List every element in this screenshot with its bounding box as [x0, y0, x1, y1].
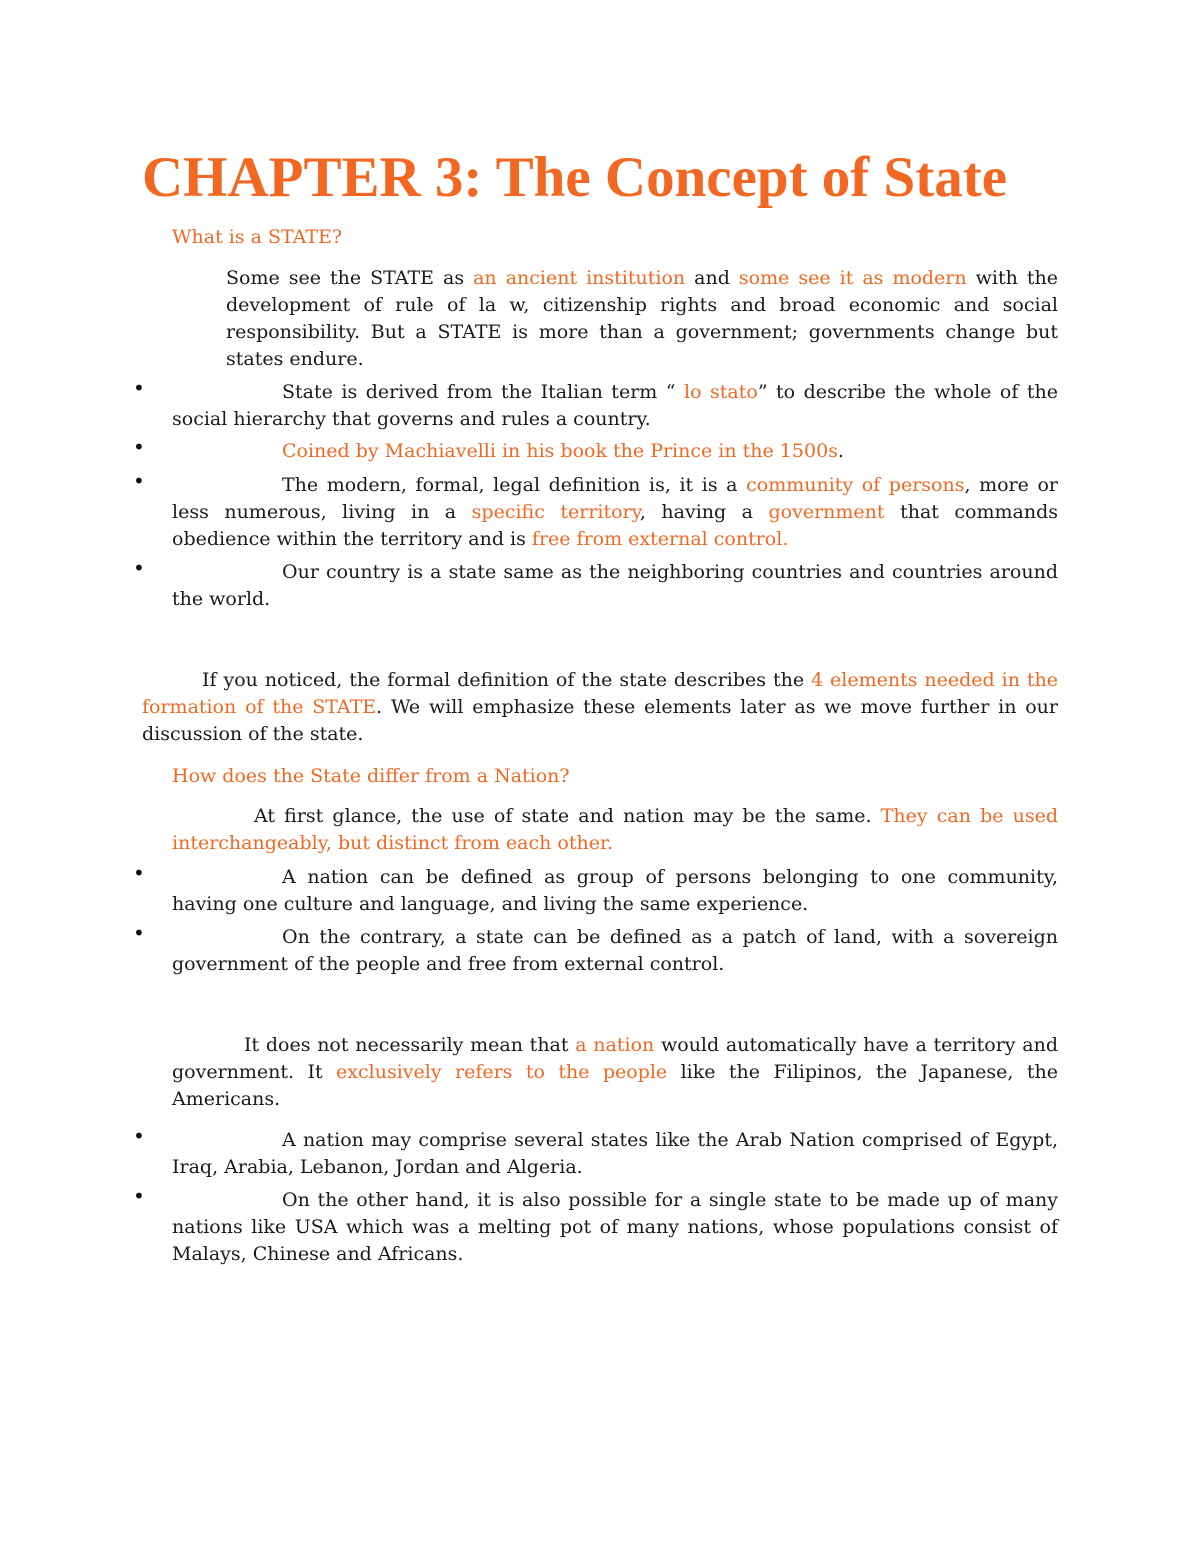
- text-run: State is derived from the Italian term “: [282, 381, 685, 403]
- highlight-government: government: [768, 501, 885, 523]
- text-run: .: [837, 440, 844, 462]
- text-run: ” to describe the whole of the social hierarchy that governs and rules a country.: [172, 381, 1058, 430]
- text-run: Some see the STATE as: [226, 267, 474, 289]
- bullet-item-lo-stato: [172, 379, 1058, 433]
- bullet-item-machiavelli: [172, 438, 1058, 465]
- bullet-icon: •: [133, 376, 145, 400]
- section-heading-state-vs-nation: How does the State differ from a Nation?: [172, 765, 570, 787]
- elements-paragraph: [142, 667, 1058, 748]
- bullet-icon: •: [133, 1124, 145, 1148]
- section-heading-what-is-state: What is a STATE?: [172, 226, 343, 248]
- highlight-4-elements: 4 elements needed in the formation of the STATE: [142, 669, 1059, 718]
- highlight-community-of-persons: community of persons: [746, 474, 965, 496]
- highlight-machiavelli: Coined by Machiavelli in his book the Prince in the 1500s: [282, 440, 838, 462]
- highlight-free-from-external-control: free from external control: [531, 528, 783, 550]
- highlight-exclusively-refers: exclusively refers to the people: [336, 1061, 668, 1083]
- text-run: A nation can be defined as group of persons belonging to one community, having one culture and language, and living the same experience.: [172, 866, 1058, 915]
- text-run: with the development of rule of la w, citizenship rights and broad economic and social responsibility. But a STATE is more than a government; governments change but states endure.: [226, 267, 1058, 370]
- text-run: .: [782, 528, 789, 550]
- bullet-icon: •: [133, 921, 145, 945]
- bullet-item-our-country: [172, 559, 1058, 613]
- highlight-a-nation: a nation: [575, 1034, 655, 1056]
- state-intro-paragraph: [226, 265, 1058, 373]
- text-run: At first glance, the use of state and nation may be the same.: [254, 805, 881, 827]
- state-nation-intro-paragraph: [172, 803, 1058, 857]
- text-run: It does not necessarily mean that: [244, 1034, 576, 1056]
- text-run: and: [685, 267, 739, 289]
- bullet-item-usa-melting-pot: [172, 1187, 1058, 1268]
- text-run: Our country is a state same as the neighboring countries and countries around the world.: [172, 561, 1058, 610]
- text-run: that commands obedience within the territory and is: [172, 501, 1059, 550]
- bullet-icon: •: [133, 861, 145, 885]
- bullet-item-state-definition: [172, 924, 1058, 978]
- bullet-icon: •: [133, 435, 145, 459]
- text-run: like the Filipinos, the Japanese, the Americans.: [172, 1061, 1058, 1110]
- bullet-icon: •: [133, 1184, 145, 1208]
- bullet-icon: •: [133, 556, 145, 580]
- text-run: A nation may comprise several states like the Arab Nation comprised of Egypt, Iraq, Arabia, Lebanon, Jordan and Algeria.: [172, 1129, 1058, 1178]
- nation-territory-paragraph: [172, 1032, 1058, 1113]
- chapter-title: CHAPTER 3: The Concept of State: [142, 146, 1007, 209]
- text-run: , more or less numerous, living in a: [172, 474, 1058, 523]
- bullet-icon: •: [133, 469, 145, 493]
- text-run: . We will emphasize these elements later as we move further in our discussion of the state.: [142, 696, 1058, 745]
- highlight-modern: some see it as modern: [738, 267, 967, 289]
- text-run: On the contrary, a state can be defined as a patch of land, with a sovereign government of the people and free from external control.: [172, 926, 1058, 975]
- text-run: The modern, formal, legal definition is, it is a: [282, 474, 747, 496]
- text-run: , having a: [639, 501, 769, 523]
- text-run: On the other hand, it is also possible for a single state to be made up of many nations like USA which was a melting pot of many nations, whose populations consist of Malays, Chinese and Africans.: [172, 1189, 1058, 1265]
- highlight-interchangeably: They can be used interchangeably, but distinct from each other.: [172, 805, 1058, 854]
- text-run: If you noticed, the formal definition of the state describes the: [202, 669, 811, 691]
- text-run: would automatically have a territory and government. It: [172, 1034, 1058, 1083]
- bullet-item-formal-definition: [172, 472, 1058, 553]
- highlight-ancient-institution: an ancient institution: [473, 267, 686, 289]
- highlight-specific-territory: specific territory: [471, 501, 640, 523]
- bullet-item-arab-nation: [172, 1127, 1058, 1181]
- bullet-item-nation-definition: [172, 864, 1058, 918]
- highlight-lo-stato: lo stato: [684, 381, 758, 403]
